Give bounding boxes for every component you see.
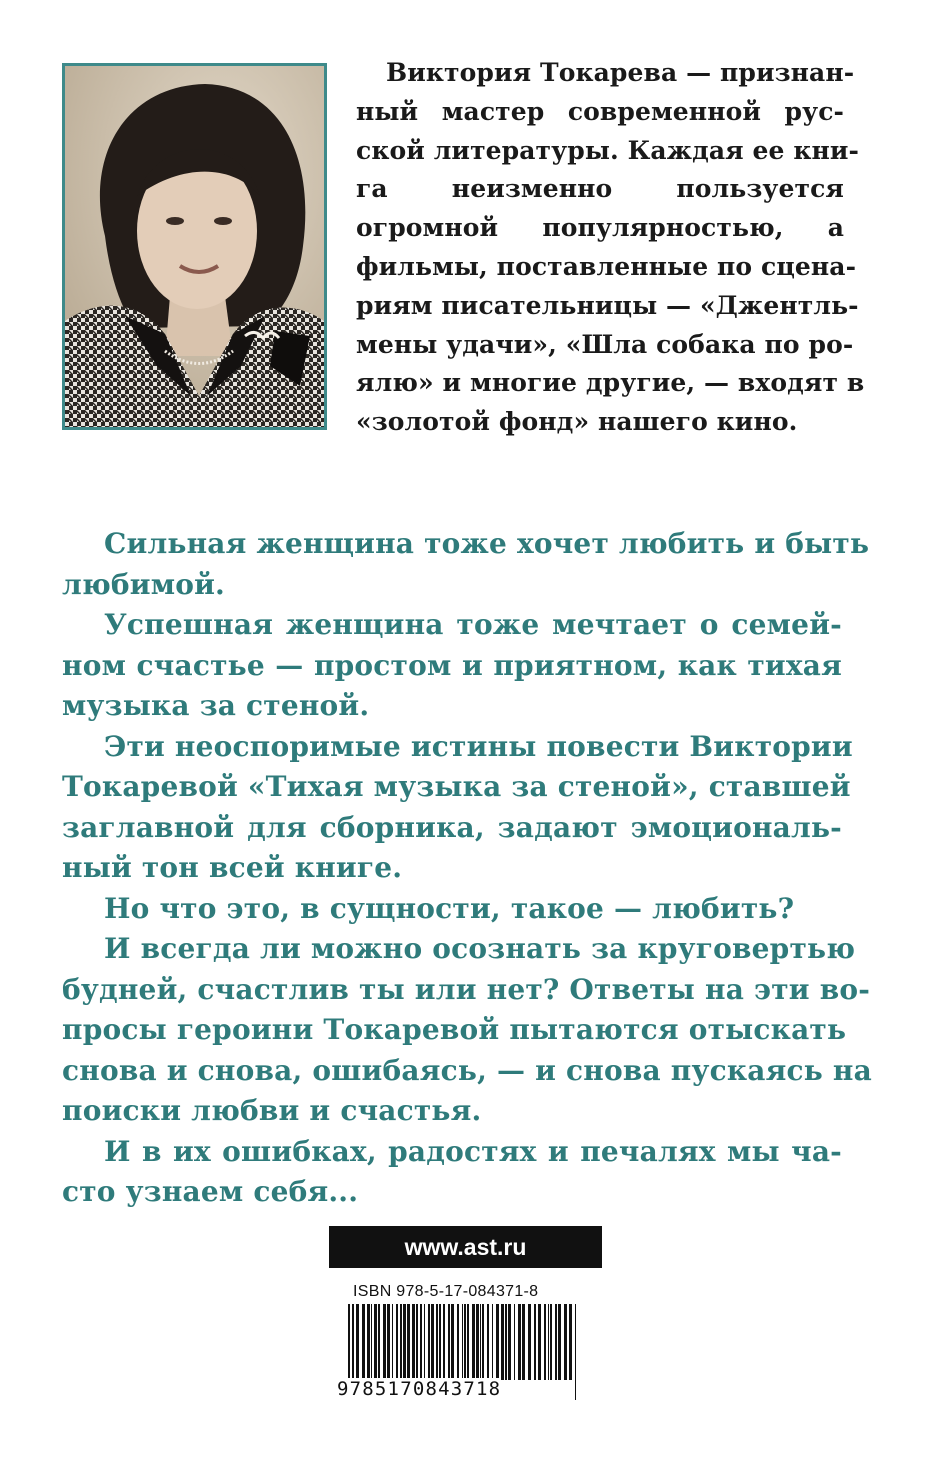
barcode-bar bbox=[378, 1304, 380, 1380]
blurb-line: музыка за стеной. bbox=[62, 689, 370, 722]
bio-line: риям писательницы — «Джентль- bbox=[356, 290, 859, 320]
blurb-line: ный тон всей книге. bbox=[62, 851, 403, 884]
barcode-bar bbox=[374, 1304, 377, 1380]
barcode-bar bbox=[443, 1304, 445, 1380]
barcode-bar bbox=[534, 1304, 536, 1380]
blurb-line: будней, счастлив ты или нет? Ответы на эти во- bbox=[62, 972, 871, 1006]
barcode-number: 9785170843718 bbox=[337, 1378, 502, 1400]
author-portrait-image bbox=[65, 66, 324, 427]
blurb-line: любимой. bbox=[62, 567, 226, 601]
barcode-bar bbox=[514, 1304, 515, 1380]
blurb-line: Сильная женщина тоже хочет любить и быть bbox=[104, 527, 870, 560]
barcode-bar bbox=[482, 1304, 484, 1380]
barcode-bar bbox=[431, 1304, 434, 1380]
barcode-bar bbox=[371, 1304, 372, 1380]
barcode-bar bbox=[487, 1304, 489, 1380]
author-bio bbox=[356, 54, 865, 442]
barcode-bar bbox=[383, 1304, 386, 1380]
barcode-bar bbox=[550, 1304, 552, 1380]
author-photo bbox=[62, 63, 327, 430]
barcode-bar bbox=[428, 1304, 430, 1380]
barcode-bar bbox=[558, 1304, 561, 1380]
barcode-bar bbox=[476, 1304, 479, 1380]
bio-line: ный мастер современной рус- bbox=[356, 96, 844, 126]
isbn-label: ISBN 978-5-17-084371-8 bbox=[353, 1283, 539, 1300]
barcode-bar bbox=[396, 1304, 398, 1380]
blurb-paragraph bbox=[62, 889, 842, 930]
blurb-paragraph bbox=[62, 524, 870, 605]
blurb-paragraph bbox=[62, 727, 853, 889]
publisher-website-link[interactable]: www.ast.ru bbox=[329, 1226, 602, 1268]
barcode-bar bbox=[416, 1304, 418, 1380]
barcode-bar bbox=[407, 1304, 410, 1380]
barcode-bar bbox=[420, 1304, 422, 1380]
blurb-line: ном счастье — простом и приятном, как тихая bbox=[62, 648, 842, 682]
barcode-bar bbox=[387, 1304, 390, 1380]
barcode-bar bbox=[400, 1304, 402, 1380]
barcode-bar bbox=[451, 1304, 454, 1380]
barcode-bar bbox=[362, 1304, 365, 1380]
barcode-bar bbox=[564, 1304, 567, 1380]
bio-line: «золотой фонд» нашего кино. bbox=[356, 407, 798, 437]
bio-line: Виктория Токарева — признан- bbox=[386, 58, 855, 87]
barcode-bar bbox=[392, 1304, 393, 1380]
blurb-line: Токаревой «Тихая музыка за стеной», ставшей bbox=[62, 770, 851, 803]
barcode-bar bbox=[457, 1304, 459, 1380]
blurb-line: заглавной для сборника, задают эмоциональ- bbox=[62, 810, 842, 844]
bio-line: ской литературы. Каждая ее кни- bbox=[356, 135, 859, 165]
barcode-bar bbox=[448, 1304, 450, 1380]
bio-line: огромной популярностью, а bbox=[356, 213, 844, 243]
barcode-bar bbox=[356, 1304, 359, 1380]
blurb-line: просы героини Токаревой пытаются отыскать bbox=[62, 1013, 847, 1046]
blurb-line: Эти неоспоримые истины повести Виктории bbox=[104, 729, 853, 763]
barcode-digits bbox=[337, 1378, 587, 1400]
bio-line: ялю» и многие другие, — входят в bbox=[356, 368, 865, 398]
barcode-bar bbox=[492, 1304, 493, 1380]
blurb-line: снова и снова, ошибаясь, — и снова пускаясь на bbox=[62, 1053, 872, 1087]
barcode-bar bbox=[439, 1304, 441, 1380]
barcode-bar bbox=[501, 1304, 504, 1380]
blurb-line: И всегда ли можно осознать за круговертью bbox=[104, 932, 856, 965]
blurb-line: сто узнаем себя... bbox=[62, 1175, 359, 1208]
blurb-line: поиски любви и счастья. bbox=[62, 1094, 482, 1127]
barcode-bar bbox=[538, 1304, 541, 1380]
blurb-paragraph bbox=[62, 1132, 842, 1213]
barcode-bar bbox=[496, 1304, 499, 1380]
barcode-bar bbox=[522, 1304, 525, 1380]
bio-line: мены удачи», «Шла собака по ро- bbox=[356, 329, 854, 359]
blurb-paragraph bbox=[62, 605, 842, 727]
barcode-bar bbox=[367, 1304, 370, 1380]
barcode-bar bbox=[555, 1304, 557, 1380]
barcode-bar bbox=[518, 1304, 521, 1380]
barcode-bar bbox=[480, 1304, 481, 1380]
barcode-bar bbox=[472, 1304, 475, 1380]
blurb-line: Успешная женщина тоже мечтает о семей- bbox=[104, 608, 842, 641]
barcode-bar bbox=[424, 1304, 425, 1380]
blurb-paragraph bbox=[62, 929, 872, 1132]
barcode-bar bbox=[505, 1304, 507, 1380]
barcode-bar bbox=[569, 1304, 572, 1380]
blurb-line: Но что это, в сущности, такое — любить? bbox=[104, 891, 795, 925]
barcode-bar bbox=[436, 1304, 438, 1380]
blurb-line: И в их ошибках, радостях и печалях мы ча- bbox=[104, 1134, 842, 1168]
bio-line: га неизменно пользуется bbox=[356, 174, 844, 204]
barcode-bar bbox=[548, 1304, 549, 1380]
barcode-bar bbox=[528, 1304, 531, 1380]
barcode-bar bbox=[403, 1304, 406, 1380]
barcode-bar bbox=[508, 1304, 511, 1380]
barcode-bar bbox=[544, 1304, 546, 1380]
bio-line: фильмы, поставленные по сцена- bbox=[356, 251, 857, 281]
barcode-bar bbox=[412, 1304, 415, 1380]
book-blurb bbox=[62, 524, 872, 1213]
